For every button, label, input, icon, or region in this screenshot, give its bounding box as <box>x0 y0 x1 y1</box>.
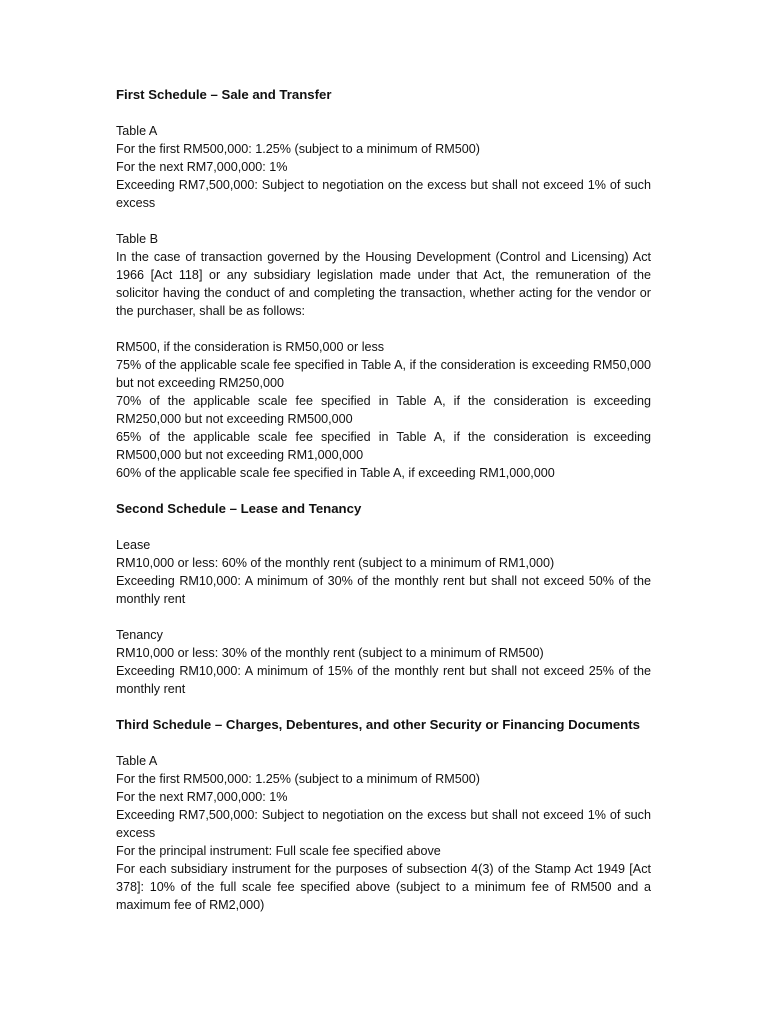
table-a-line: For each subsidiary instrument for the purposes of subsection 4(3) of the Stamp Act 1949 [Act 378]: 10% of the full scale fee specified above (subject to a minimum fee of RM500 and a maximum fee of RM2,000) <box>116 862 651 912</box>
table-a-line: Exceeding RM7,500,000: Subject to negotiation on the excess but shall not exceed 1% of such excess <box>116 178 651 210</box>
table-b-line: 60% of the applicable scale fee specified in Table A, if exceeding RM1,000,000 <box>116 466 555 480</box>
table-b-label: Table B <box>116 232 159 246</box>
third-schedule-table-a <box>116 752 651 914</box>
spacer <box>116 518 651 536</box>
table-a-line: For the next RM7,000,000: 1% <box>116 790 288 804</box>
second-schedule-heading: Second Schedule – Lease and Tenancy <box>116 501 362 516</box>
tenancy-label: Tenancy <box>116 628 163 642</box>
second-schedule-lease <box>116 536 651 608</box>
table-b-intro: In the case of transaction governed by the Housing Development (Control and Licensing) Act 1966 [Act 118] or any subsidiary legislation made under that Act, the remuneration of the solicitor having the conduct of and completing the transaction, whether acting for the vendor or the purchaser, shall be as follows: <box>116 250 651 318</box>
table-b-line: RM500, if the consideration is RM50,000 or less <box>116 340 385 354</box>
spacer <box>116 734 651 752</box>
table-a-label: Table A <box>116 754 158 768</box>
table-a-line: For the first RM500,000: 1.25% (subject to a minimum of RM500) <box>116 142 480 156</box>
first-schedule-table-b <box>116 230 651 482</box>
table-b-line: 65% of the applicable scale fee specified in Table A, if the consideration is exceeding RM500,000 but not exceeding RM1,000,000 <box>116 430 651 462</box>
second-schedule-tenancy <box>116 626 651 698</box>
table-b-line: 70% of the applicable scale fee specified in Table A, if the consideration is exceeding RM250,000 but not exceeding RM500,000 <box>116 394 651 426</box>
table-a-line: For the next RM7,000,000: 1% <box>116 160 288 174</box>
spacer <box>116 482 651 500</box>
lease-line: Exceeding RM10,000: A minimum of 30% of the monthly rent but shall not exceed 50% of the monthly rent <box>116 574 651 606</box>
tenancy-line: Exceeding RM10,000: A minimum of 15% of the monthly rent but shall not exceed 25% of the monthly rent <box>116 664 651 696</box>
third-schedule-heading: Third Schedule – Charges, Debentures, and other Security or Financing Documents <box>116 717 640 732</box>
spacer <box>116 212 651 230</box>
lease-label: Lease <box>116 538 151 552</box>
spacer <box>116 104 651 122</box>
table-a-label: Table A <box>116 124 158 138</box>
spacer <box>116 698 651 716</box>
first-schedule-table-a <box>116 122 651 212</box>
table-a-line: Exceeding RM7,500,000: Subject to negotiation on the excess but shall not exceed 1% of such excess <box>116 808 651 840</box>
document-page <box>116 86 651 914</box>
table-b-line: 75% of the applicable scale fee specified in Table A, if the consideration is exceeding RM50,000 but not exceeding RM250,000 <box>116 358 651 390</box>
lease-line: RM10,000 or less: 60% of the monthly rent (subject to a minimum of RM1,000) <box>116 556 555 570</box>
table-a-line: For the principal instrument: Full scale fee specified above <box>116 844 441 858</box>
first-schedule-heading: First Schedule – Sale and Transfer <box>116 87 332 102</box>
spacer <box>116 320 651 338</box>
spacer <box>116 608 651 626</box>
table-a-line: For the first RM500,000: 1.25% (subject to a minimum of RM500) <box>116 772 480 786</box>
tenancy-line: RM10,000 or less: 30% of the monthly rent (subject to a minimum of RM500) <box>116 646 544 660</box>
